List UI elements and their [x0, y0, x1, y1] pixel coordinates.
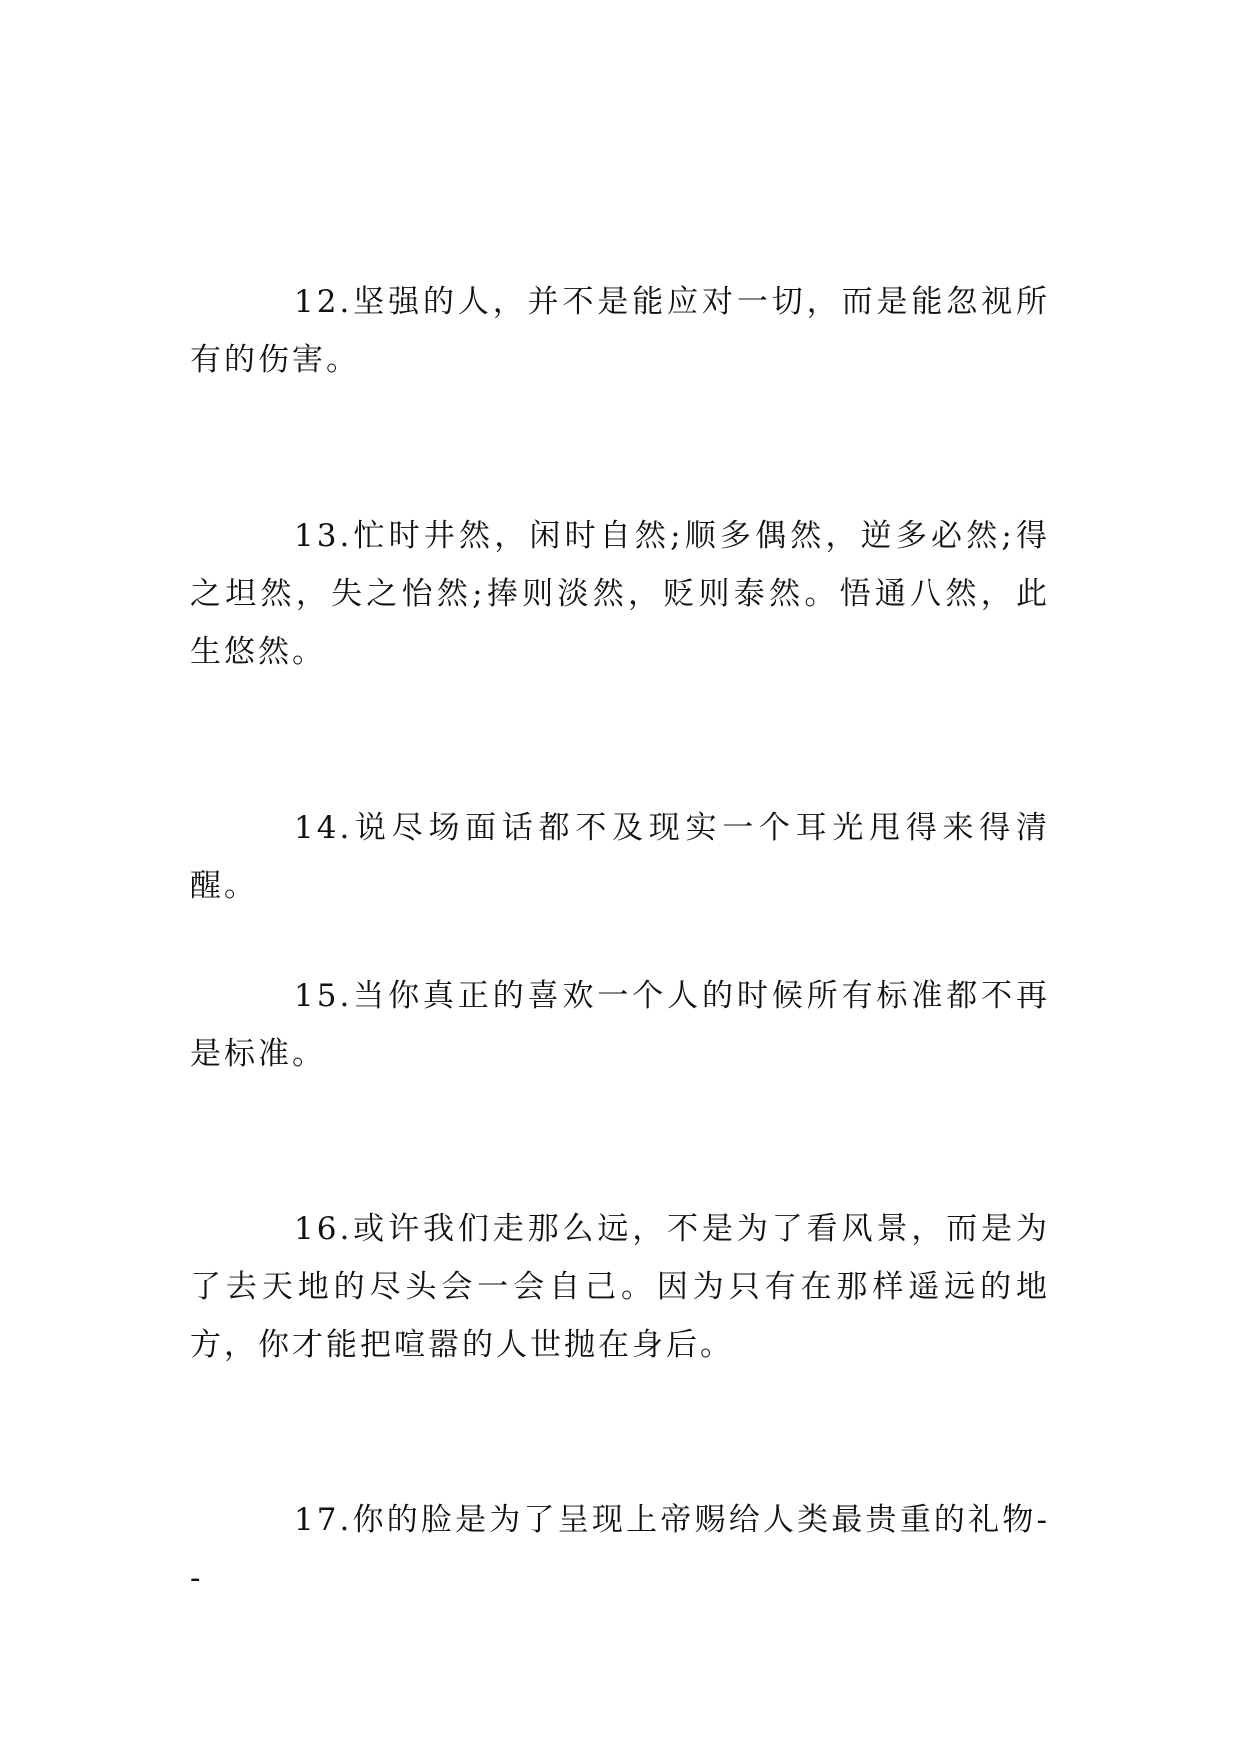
paragraph-12: 12.坚强的人，并不是能应对一切，而是能忽视所有的伤害。: [190, 284, 1050, 378]
paragraph-16: 16.或许我们走那么远，不是为了看风景，而是为了去天地的尽头会一会自己。因为只有在那样遥远的地方，你才能把喧嚣的人世抛在身后。: [190, 1211, 1050, 1363]
paragraph-15: 15.当你真正的喜欢一个人的时候所有标准都不再是标准。: [190, 978, 1050, 1072]
paragraph-14: 14.说尽场面话都不及现实一个耳光甩得来得清醒。: [190, 810, 1050, 904]
paragraph-17: 17.你的脸是为了呈现上帝赐给人类最贵重的礼物--: [190, 1502, 1050, 1596]
paragraph-13: 13.忙时井然，闲时自然;顺多偶然，逆多必然;得之坦然，失之怡然;捧则淡然，贬则泰然。悟通八然，此生悠然。: [190, 518, 1050, 670]
